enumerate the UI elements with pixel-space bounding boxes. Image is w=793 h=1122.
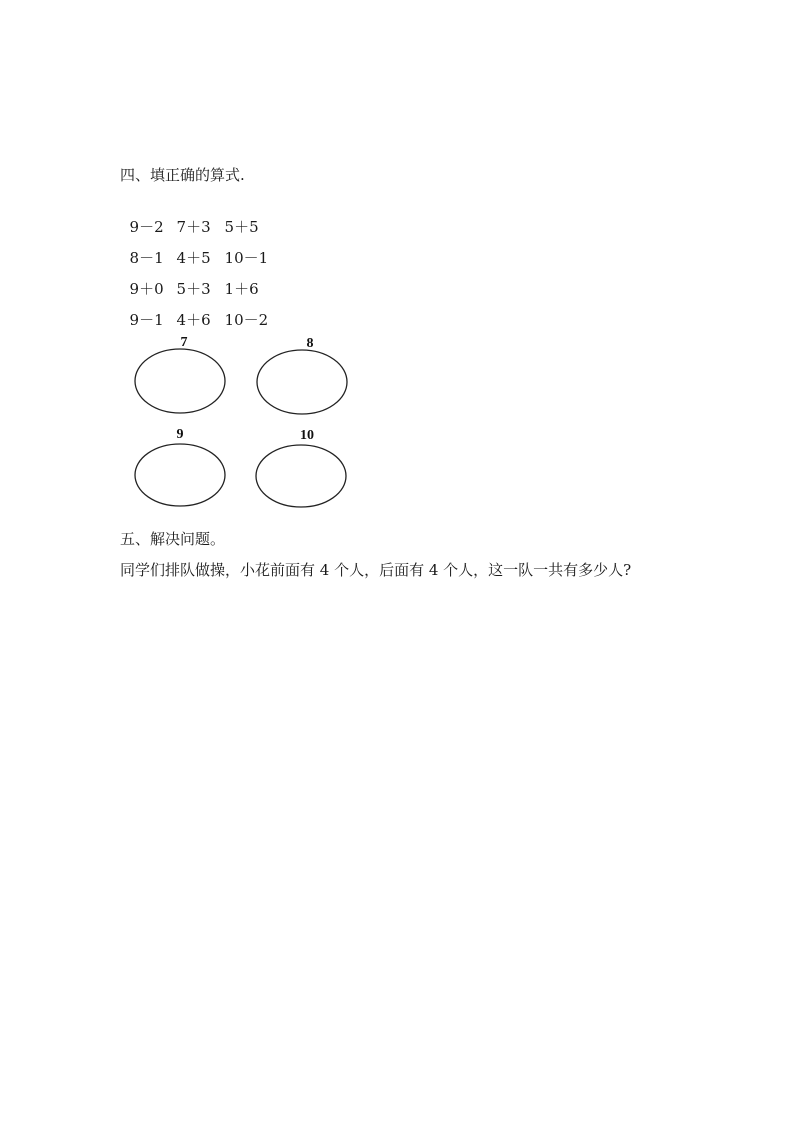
expression-row-4 [120,290,268,330]
expression: 10－2 [224,311,269,329]
answer-oval-7 [135,349,225,413]
section-5-heading: 五、解决问题。 [120,530,226,548]
expression: 5＋5 [224,218,259,236]
expression: 9－2 [129,218,164,236]
expression: 1＋6 [224,280,259,298]
oval-label-7: 7 [180,335,188,350]
word-problem: 同学们排队做操，小花前面有 4 个人，后面有 4 个人，这一队一共有多少人? [120,561,632,579]
answer-ovals [128,330,358,510]
expression: 8－1 [129,249,164,267]
answer-oval-8 [257,350,347,414]
answer-oval-9 [135,444,225,506]
expression: 5＋3 [176,280,211,298]
expression: 4＋6 [176,311,211,329]
expression: 7＋3 [176,218,211,236]
expression: 9－1 [129,311,164,329]
section-4-heading: 四、填正确的算式. [120,166,245,184]
expression: 4＋5 [176,249,211,267]
expression: 9＋0 [129,280,164,298]
oval-label-10: 10 [300,428,314,443]
answer-oval-10 [256,445,346,507]
expression: 10－1 [224,249,269,267]
oval-label-8: 8 [306,336,314,351]
oval-label-9: 9 [176,427,184,442]
